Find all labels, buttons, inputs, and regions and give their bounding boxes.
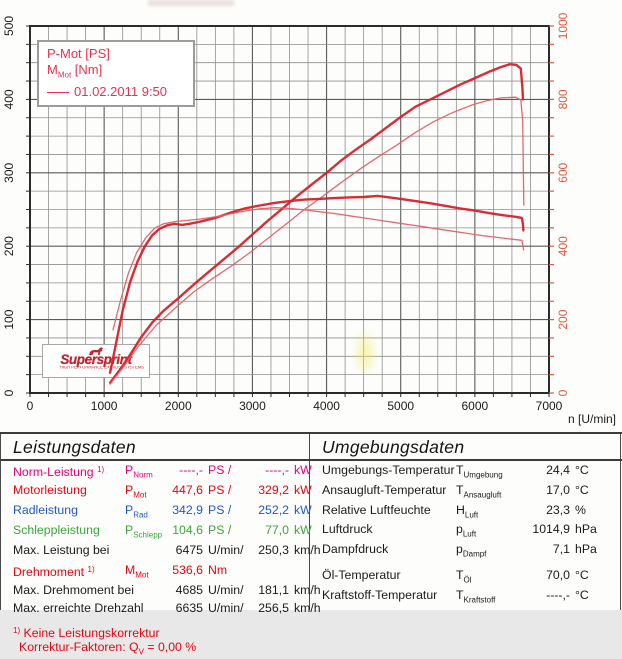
row-unit-2: km/h [294, 543, 321, 558]
row-symbol: $T_{Umgebung}$ [456, 463, 503, 480]
legend-line-swatch [47, 92, 69, 93]
row-unit: °C [575, 567, 589, 582]
correction-footnote [13, 624, 309, 659]
row-symbol: $P_{Mot}$ [125, 483, 147, 500]
row-oel-temperatur [310, 568, 621, 588]
row-max-drehmoment [1, 582, 321, 598]
footnote-line-1: $^{1)}$ Keine Leistungskorrektur [13, 626, 160, 641]
logo-caption: HIGH PERFORMANCE EXHAUST SYSTEMS [59, 366, 144, 371]
row-max-leistung [1, 543, 321, 558]
row-unit-2: kW [294, 483, 312, 498]
row-label: Kraftstoff-Temperatur [322, 587, 438, 602]
row-symbol: $T_{Ansaugluft}$ [456, 482, 502, 500]
supersprint-logo [42, 344, 150, 378]
svg-text:3000: 3000 [239, 399, 266, 413]
row-max-drehzahl [1, 601, 321, 616]
svg-text:0: 0 [556, 389, 570, 397]
row-motorleistung [1, 483, 312, 503]
row-value: 1014,9 [532, 522, 570, 537]
svg-text:6000: 6000 [461, 399, 489, 413]
svg-text:4000: 4000 [313, 399, 340, 413]
row-value-2: 181,1 [258, 582, 289, 597]
row-label: Dampfdruck [322, 542, 389, 556]
row-symbol: $P_{Norm}$ [125, 463, 153, 480]
umgebungsdaten-title: Umgebungsdaten [322, 437, 465, 457]
legend-torque-label: $M_{Mot}$ [Nm] [47, 62, 103, 80]
leistungsdaten-title: Leistungsdaten [13, 437, 136, 457]
chart-legend [37, 40, 195, 107]
row-umgebungs-temperatur [310, 463, 621, 483]
row-value: 17,0 [546, 482, 570, 497]
row-symbol: $p_{Dampf}$ [456, 542, 487, 559]
row-unit-1: U/min/ [208, 601, 244, 616]
row-symbol: $T_{Öl}$ [456, 567, 472, 585]
row-dampfdruck [310, 542, 621, 562]
scan-smudge-top [148, 0, 234, 6]
row-value: 70,0 [546, 567, 570, 582]
leistungsdaten-rows [1, 463, 321, 659]
row-norm-leistung [1, 463, 312, 483]
data-panels [0, 432, 622, 657]
row-radleistung [1, 503, 312, 523]
svg-text:300: 300 [2, 162, 16, 183]
row-unit-2: km/h [294, 582, 321, 597]
row-value-2: 77,0 [265, 523, 289, 538]
row-label: Umgebungs-Temperatur [322, 463, 455, 477]
leistungsdaten-panel [1, 434, 321, 657]
row-value-2: 256,5 [258, 601, 289, 616]
svg-text:100: 100 [2, 309, 16, 330]
svg-text:0: 0 [26, 399, 34, 413]
svg-text:7000: 7000 [535, 399, 563, 413]
row-unit-2: kW [294, 523, 312, 538]
row-value-2: ----,- [265, 463, 289, 477]
row-label: Öl-Temperatur [322, 567, 401, 582]
row-unit: °C [575, 587, 589, 602]
row-value-1: 6475 [175, 543, 203, 558]
row-label: Radleistung [13, 503, 78, 518]
row-label: Ansaugluft-Temperatur [322, 482, 447, 497]
row-value-1: 447,6 [172, 483, 203, 498]
row-value-2 [249, 563, 289, 583]
row-unit-1: PS / [208, 523, 232, 538]
row-value: 24,4 [546, 463, 570, 477]
svg-text:600: 600 [556, 162, 570, 183]
row-value-2: 250,3 [258, 543, 289, 558]
row-unit-1: U/min/ [208, 582, 244, 597]
highlighter-smudge [352, 328, 378, 378]
row-unit: hPa [575, 522, 597, 537]
row-kraftstoff-temperatur [310, 588, 621, 608]
row-symbol [125, 543, 165, 558]
row-unit-1: Nm [208, 562, 228, 577]
row-unit: % [575, 502, 586, 517]
row-unit: °C [575, 463, 589, 477]
legend-run-entry [47, 84, 185, 100]
svg-text:200: 200 [2, 236, 16, 257]
row-label: Motorleistung [13, 483, 87, 498]
row-unit-2: km/h [294, 601, 321, 616]
row-label: Schleppleistung [13, 523, 100, 538]
row-symbol: $H_{Luft}$ [456, 502, 479, 519]
row-symbol [125, 583, 165, 598]
row-value: 7,1 [552, 542, 570, 556]
x-axis-unit-label: n [U/min] [567, 412, 616, 426]
row-symbol [125, 601, 165, 616]
legend-run-date: 01.02.2011 9:50 [74, 83, 168, 99]
row-schleppleistung [1, 523, 312, 543]
row-value-1: 104,6 [172, 523, 203, 538]
row-value-1: 342,9 [172, 503, 203, 518]
row-symbol: $T_{Kraftstoff}$ [456, 587, 496, 604]
legend-power-label: P-Mot [PS] [47, 46, 110, 61]
row-unit-1: U/min/ [208, 543, 244, 558]
row-value-2: 252,2 [258, 503, 289, 518]
row-value-1: 4685 [175, 582, 203, 597]
row-luftdruck [310, 522, 621, 542]
row-unit-2: kW [294, 463, 312, 477]
row-unit-1: PS / [208, 463, 232, 477]
row-unit: hPa [575, 542, 597, 556]
svg-text:1000: 1000 [90, 399, 118, 413]
row-label: Max. erreichte Drehzahl [13, 601, 144, 616]
row-unit: °C [575, 482, 589, 497]
umgebungsdaten-rows [310, 463, 621, 607]
row-label: Luftdruck [322, 522, 373, 537]
horse-icon [87, 347, 105, 355]
logo-name: Supersprint [60, 352, 132, 367]
row-label: Max. Drehmoment bei [13, 582, 134, 597]
svg-text:500: 500 [2, 15, 16, 37]
row-value: 23,3 [546, 502, 570, 517]
row-label: Norm-Leistung $^{1)}$ [13, 465, 105, 479]
row-symbol: $p_{Luft}$ [456, 522, 477, 539]
svg-text:400: 400 [556, 236, 570, 257]
row-value-1: 6635 [175, 601, 203, 616]
row-ansaugluft-temperatur [310, 483, 621, 503]
svg-text:2000: 2000 [164, 399, 192, 413]
row-value-1: ----,- [179, 463, 203, 477]
row-symbol: $P_{Rad}$ [125, 503, 148, 520]
svg-text:5000: 5000 [387, 399, 415, 413]
svg-text:0: 0 [2, 389, 16, 397]
row-unit-1: PS / [208, 483, 232, 498]
svg-text:1000: 1000 [556, 12, 570, 40]
umgebungsdaten-panel [310, 434, 621, 612]
row-drehmoment [1, 563, 309, 583]
row-label: Relative Luftfeuchte [322, 502, 431, 517]
row-symbol: $M_{Mot}$ [125, 562, 149, 580]
svg-text:200: 200 [556, 309, 570, 330]
svg-text:400: 400 [2, 89, 16, 110]
row-symbol: $P_{Schlepp}$ [125, 523, 163, 540]
row-value-1: 536,6 [172, 562, 203, 577]
row-value: ----,- [546, 587, 570, 602]
svg-text:800: 800 [556, 89, 570, 110]
row-relative-luftfeuchte [310, 503, 621, 523]
row-unit-1: PS / [208, 503, 232, 518]
row-unit-2: kW [294, 503, 312, 518]
row-label: Max. Leistung bei [13, 543, 110, 558]
row-label: Drehmoment $^{1)}$ [13, 564, 95, 579]
row-value-2: 329,2 [258, 483, 289, 498]
footnote-line-2: Korrektur-Faktoren: $Q_V = 0,00$ % [19, 640, 197, 657]
